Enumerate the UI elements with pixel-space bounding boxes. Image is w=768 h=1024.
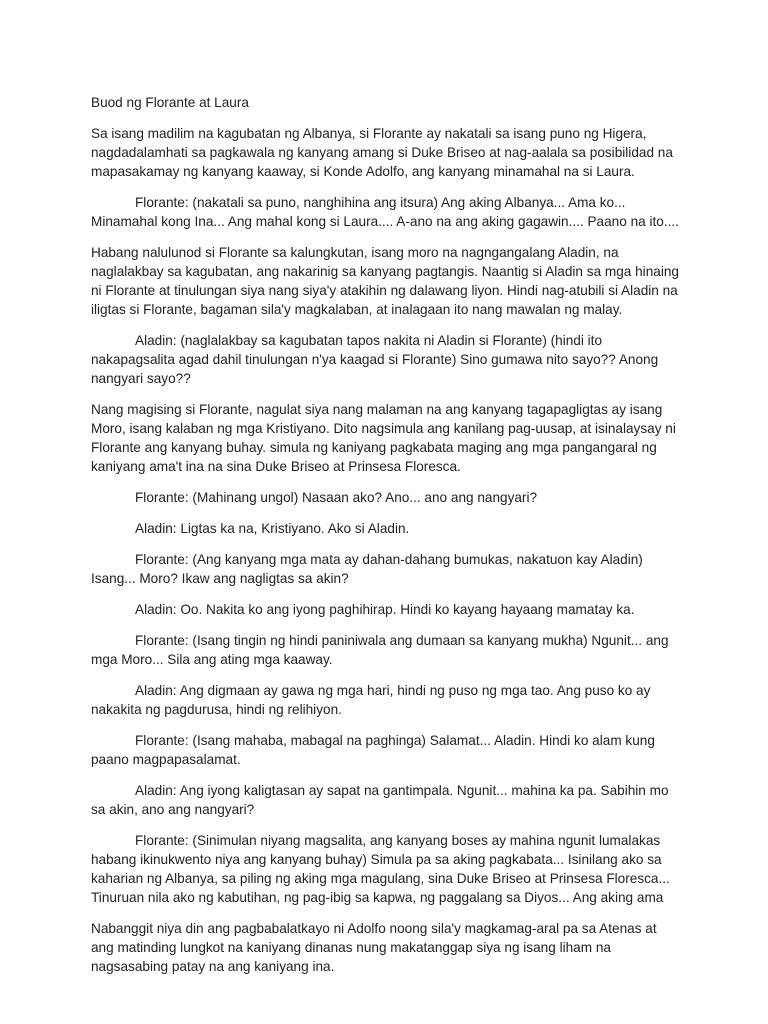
paragraph-narrative: Habang nalulunod si Florante sa kalungkutan, isang moro na nagngangalang Aladin, na naglalakbay sa kagubatan, ang nakarinig sa kanyang pagtangis. Naantig si Aladin sa mga hinaing ni Florante at tinulungan siya nang siya'y atakihin ng dalawang liyon. Hindi nag-atubili si Aladin na iligtas si Florante, bagaman sila'y magkalaban, at inalagaan ito nang mawalan ng malay. <box>91 245 679 317</box>
paragraph-dialogue-florante: Florante: (Sinimulan niyang magsalita, ang kanyang boses ay mahina ngunit lumalakas habang ikinukwento niya ang kanyang buhay) Simula pa sa aking pagkabata... Isinilang ako sa kaharian ng Albanya, sa piling ng aking mga magulang, sina Duke Briseo at Prinsesa Floresca... Tinuruan nila ako ng kabutihan, ng pag-ibig sa kapwa, ng paggalang sa Diyos... Ang aking ama <box>91 833 670 905</box>
paragraph-dialogue-aladin: Aladin: (naglalakbay sa kagubatan tapos nakita ni Aladin si Florante) (hindi ito nakapagsalita agad dahil tinulungan n'ya kaagad si Florante) Sino gumawa nito sayo?? Anong nangyari sayo?? <box>91 333 659 386</box>
paragraph-dialogue-florante: Florante: (Ang kanyang mga mata ay dahan-dahang bumukas, nakatuon kay Aladin) Isang... Moro? Ikaw ang nagligtas sa akin? <box>91 552 643 586</box>
paragraph-dialogue-aladin: Aladin: Oo. Nakita ko ang iyong paghihirap. Hindi ko kayang hayaang mamatay ka. <box>135 602 635 617</box>
paragraph-narrative: Sa isang madilim na kagubatan ng Albanya, si Florante ay nakatali sa isang puno ng Higera, nagdadalamhati sa pagkawala ng kanyang amang si Duke Briseo at nag-aalala sa posibilidad na mapasakamay ng kanyang kaaway, si Konde Adolfo, ang kanyang minamahal na si Laura. <box>91 126 673 179</box>
paragraph-dialogue-aladin: Aladin: Ligtas ka na, Kristiyano. Ako si Aladin. <box>135 521 410 536</box>
paragraph-narrative: Nang magising si Florante, nagulat siya nang malaman na ang kanyang tagapagligtas ay isang Moro, isang kalaban ng mga Kristiyano. Dito nagsimula ang kanilang pag-uusap, at isinalaysay ni Florante ang kanyang buhay. simula ng kaniyang pagkabata maging ang mga pangangaral ng kaniyang ama't ina na sina Duke Briseo at Prinsesa Floresca. <box>91 402 676 474</box>
document-title: Buod ng Florante at Laura <box>91 95 249 110</box>
paragraph-narrative: Nabanggit niya din ang pagbabalatkayo ni Adolfo noong sila'y magkamag-aral pa sa Atenas at ang matinding lungkot na kaniyang dinanas nung makatanggap siya ng isang liham na nagsasabing patay na ang kaniyang ina. <box>91 921 657 974</box>
paragraph-dialogue-florante: Florante: (nakatali sa puno, nanghihina ang itsura) Ang aking Albanya... Ama ko... Minamahal kong Ina... Ang mahal kong si Laura.... A-ano na ang aking gagawin.... Paano na ito.... <box>91 195 679 229</box>
paragraph-dialogue-florante: Florante: (Isang mahaba, mabagal na paghinga) Salamat... Aladin. Hindi ko alam kung paano magpapasalamat. <box>91 733 655 767</box>
paragraph-dialogue-florante: Florante: (Mahinang ungol) Nasaan ako? Ano... ano ang nangyari? <box>135 490 538 505</box>
document-body <box>91 93 679 988</box>
paragraph-dialogue-aladin: Aladin: Ang iyong kaligtasan ay sapat na gantimpala. Ngunit... mahina ka pa. Sabihin mo sa akin, ano ang nangyari? <box>91 783 669 817</box>
paragraph-dialogue-aladin: Aladin: Ang digmaan ay gawa ng mga hari, hindi ng puso ng mga tao. Ang puso ko ay nakakita ng pagdurusa, hindi ng relihiyon. <box>91 683 651 717</box>
paragraph-dialogue-florante: Florante: (Isang tingin ng hindi paniniwala ang dumaan sa kanyang mukha) Ngunit... ang mga Moro... Sila ang ating mga kaaway. <box>91 633 669 667</box>
